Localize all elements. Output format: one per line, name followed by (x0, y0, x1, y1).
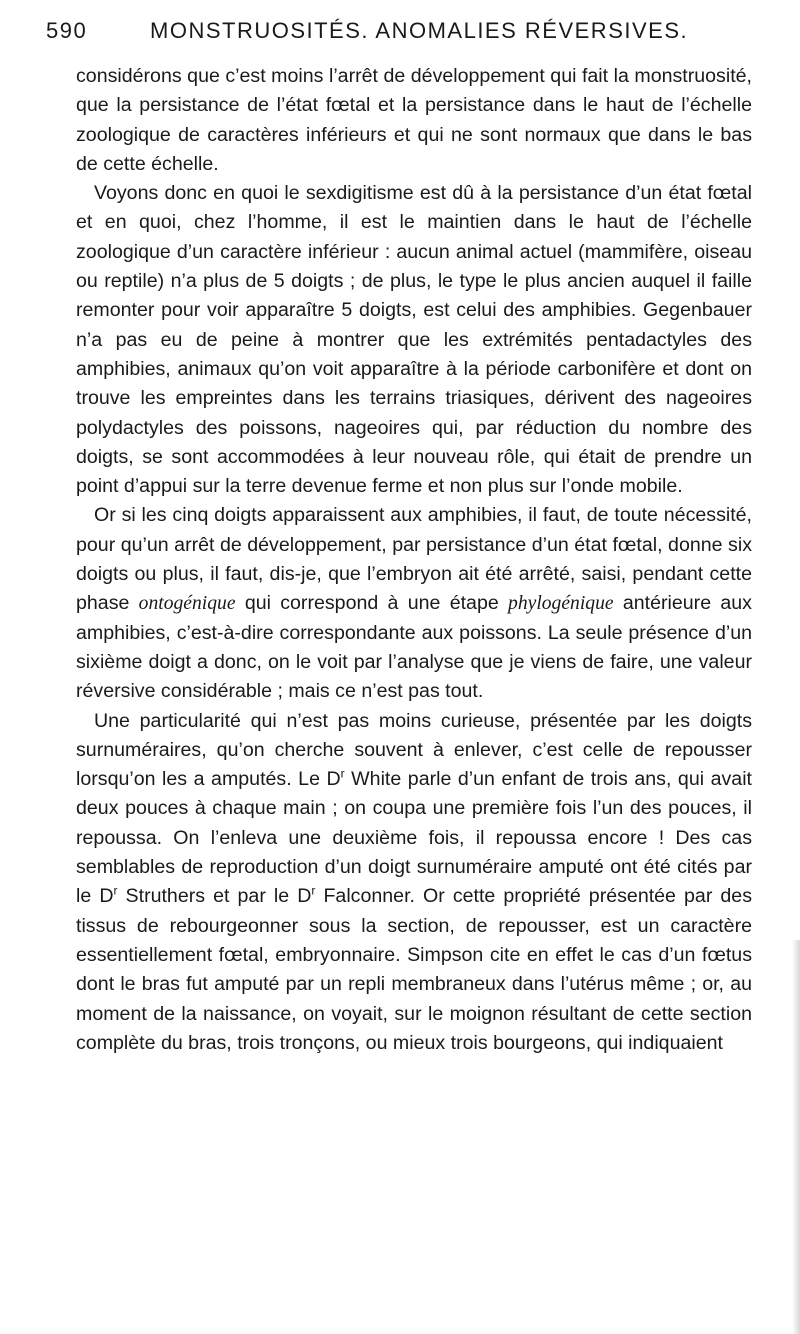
paragraph (76, 179, 752, 501)
text-run: White parle d’un enfant de trois ans, qui avait deux pouces à chaque main ; on coupa une première fois l’un des pouces, il repoussa. On l’enleva une deuxième fois, il repoussa encore ! Des cas semblables de reproduction d’un doigt surnuméraire amputé ont été cités par le D (76, 768, 752, 908)
paragraph (76, 707, 752, 1059)
text-run: antérieure aux amphibies, c’est-à-dire correspondante aux poissons. La seule présence d’un sixième doigt a donc, on le voit par l’analyse que je viens de faire, une valeur réversive considérable ; mais ce n’est pas tout. (76, 592, 752, 703)
paragraph (76, 501, 752, 706)
text-run: considérons que c’est moins l’arrêt de développement qui fait la monstruosité, que la persistance de l’état fœtal et la persistance dans le haut de l’échelle zoologique de caractères inférieurs et qui ne sont normaux que dans le bas de cette échelle. (76, 65, 752, 175)
book-page (46, 18, 752, 1058)
italic-term: ontogénique (138, 593, 236, 615)
superscript: r (113, 883, 118, 898)
superscript: r (340, 766, 345, 781)
text-run: Une particularité qui n’est pas moins curieuse, présentée par les doigts surnuméraires, qu’on cherche souvent à enlever, c’est celle de repousser lorsqu’on les a amputés. Le D (76, 709, 752, 791)
text-run: qui correspond à une étape (235, 592, 509, 615)
body-text (76, 62, 752, 1058)
text-run: Falconner. Or cette propriété présentée par des tissus de rebourgeonner sous la section, de repousser, est un caractère essentiellement fœtal, embryonnaire. Simpson cite en effet le cas d’un fœtus dont le bras fut amputé par un repli membraneux dans l’utérus même ; or, au moment de la naissance, on voyait, sur le moignon résultant de cette section complète du bras, trois tronçons, ou mieux trois bourgeons, qui indiquaient (76, 885, 752, 1054)
text-run: Struthers et par le D (117, 885, 312, 908)
text-run: Or si les cinq doigts apparaissent aux amphibies, il faut, de toute nécessité, pour qu’un arrêt de développement, par persistance d’un état fœtal, donne six doigts ou plus, il faut, dis-je, que l’embryon ait été arrêté, saisi, pendant cette phase (76, 504, 752, 615)
italic-term: phylogénique (508, 593, 614, 615)
text-run: Voyons donc en quoi le sexdigitisme est dû à la persistance d’un état fœtal et en quoi, chez l’homme, il est le maintien dans le haut de l’échelle zoologique d’un caractère inférieur : aucun animal actuel (mammifère, oiseau ou reptile) n’a plus de 5 doigts ; de plus, le type le plus ancien auquel il faille remonter pour voir apparaître 5 doigts, est celui des amphibies. Gegenbauer n’a pas eu de peine à montrer que les extrémités pentadactyles des amphibies, animaux qu’on voit apparaître à la période carbonifère et dont on trouve les empreintes dans les terrains triasiques, dérivent des nageoires polydactyles des poissons, nageoires qui, par réduction du nombre des doigts, se sont accommodées à leur nouveau rôle, qui était de prendre un point d’appui sur la terre devenue ferme et non plus sur l’onde mobile. (76, 182, 752, 498)
page-edge-shadow (792, 940, 800, 1334)
running-title: MONSTRUOSITÉS. ANOMALIES RÉVERSIVES. (150, 18, 689, 43)
superscript: r (311, 883, 316, 898)
paragraph (76, 62, 752, 179)
running-head (46, 18, 722, 44)
page-number: 590 (46, 18, 88, 43)
